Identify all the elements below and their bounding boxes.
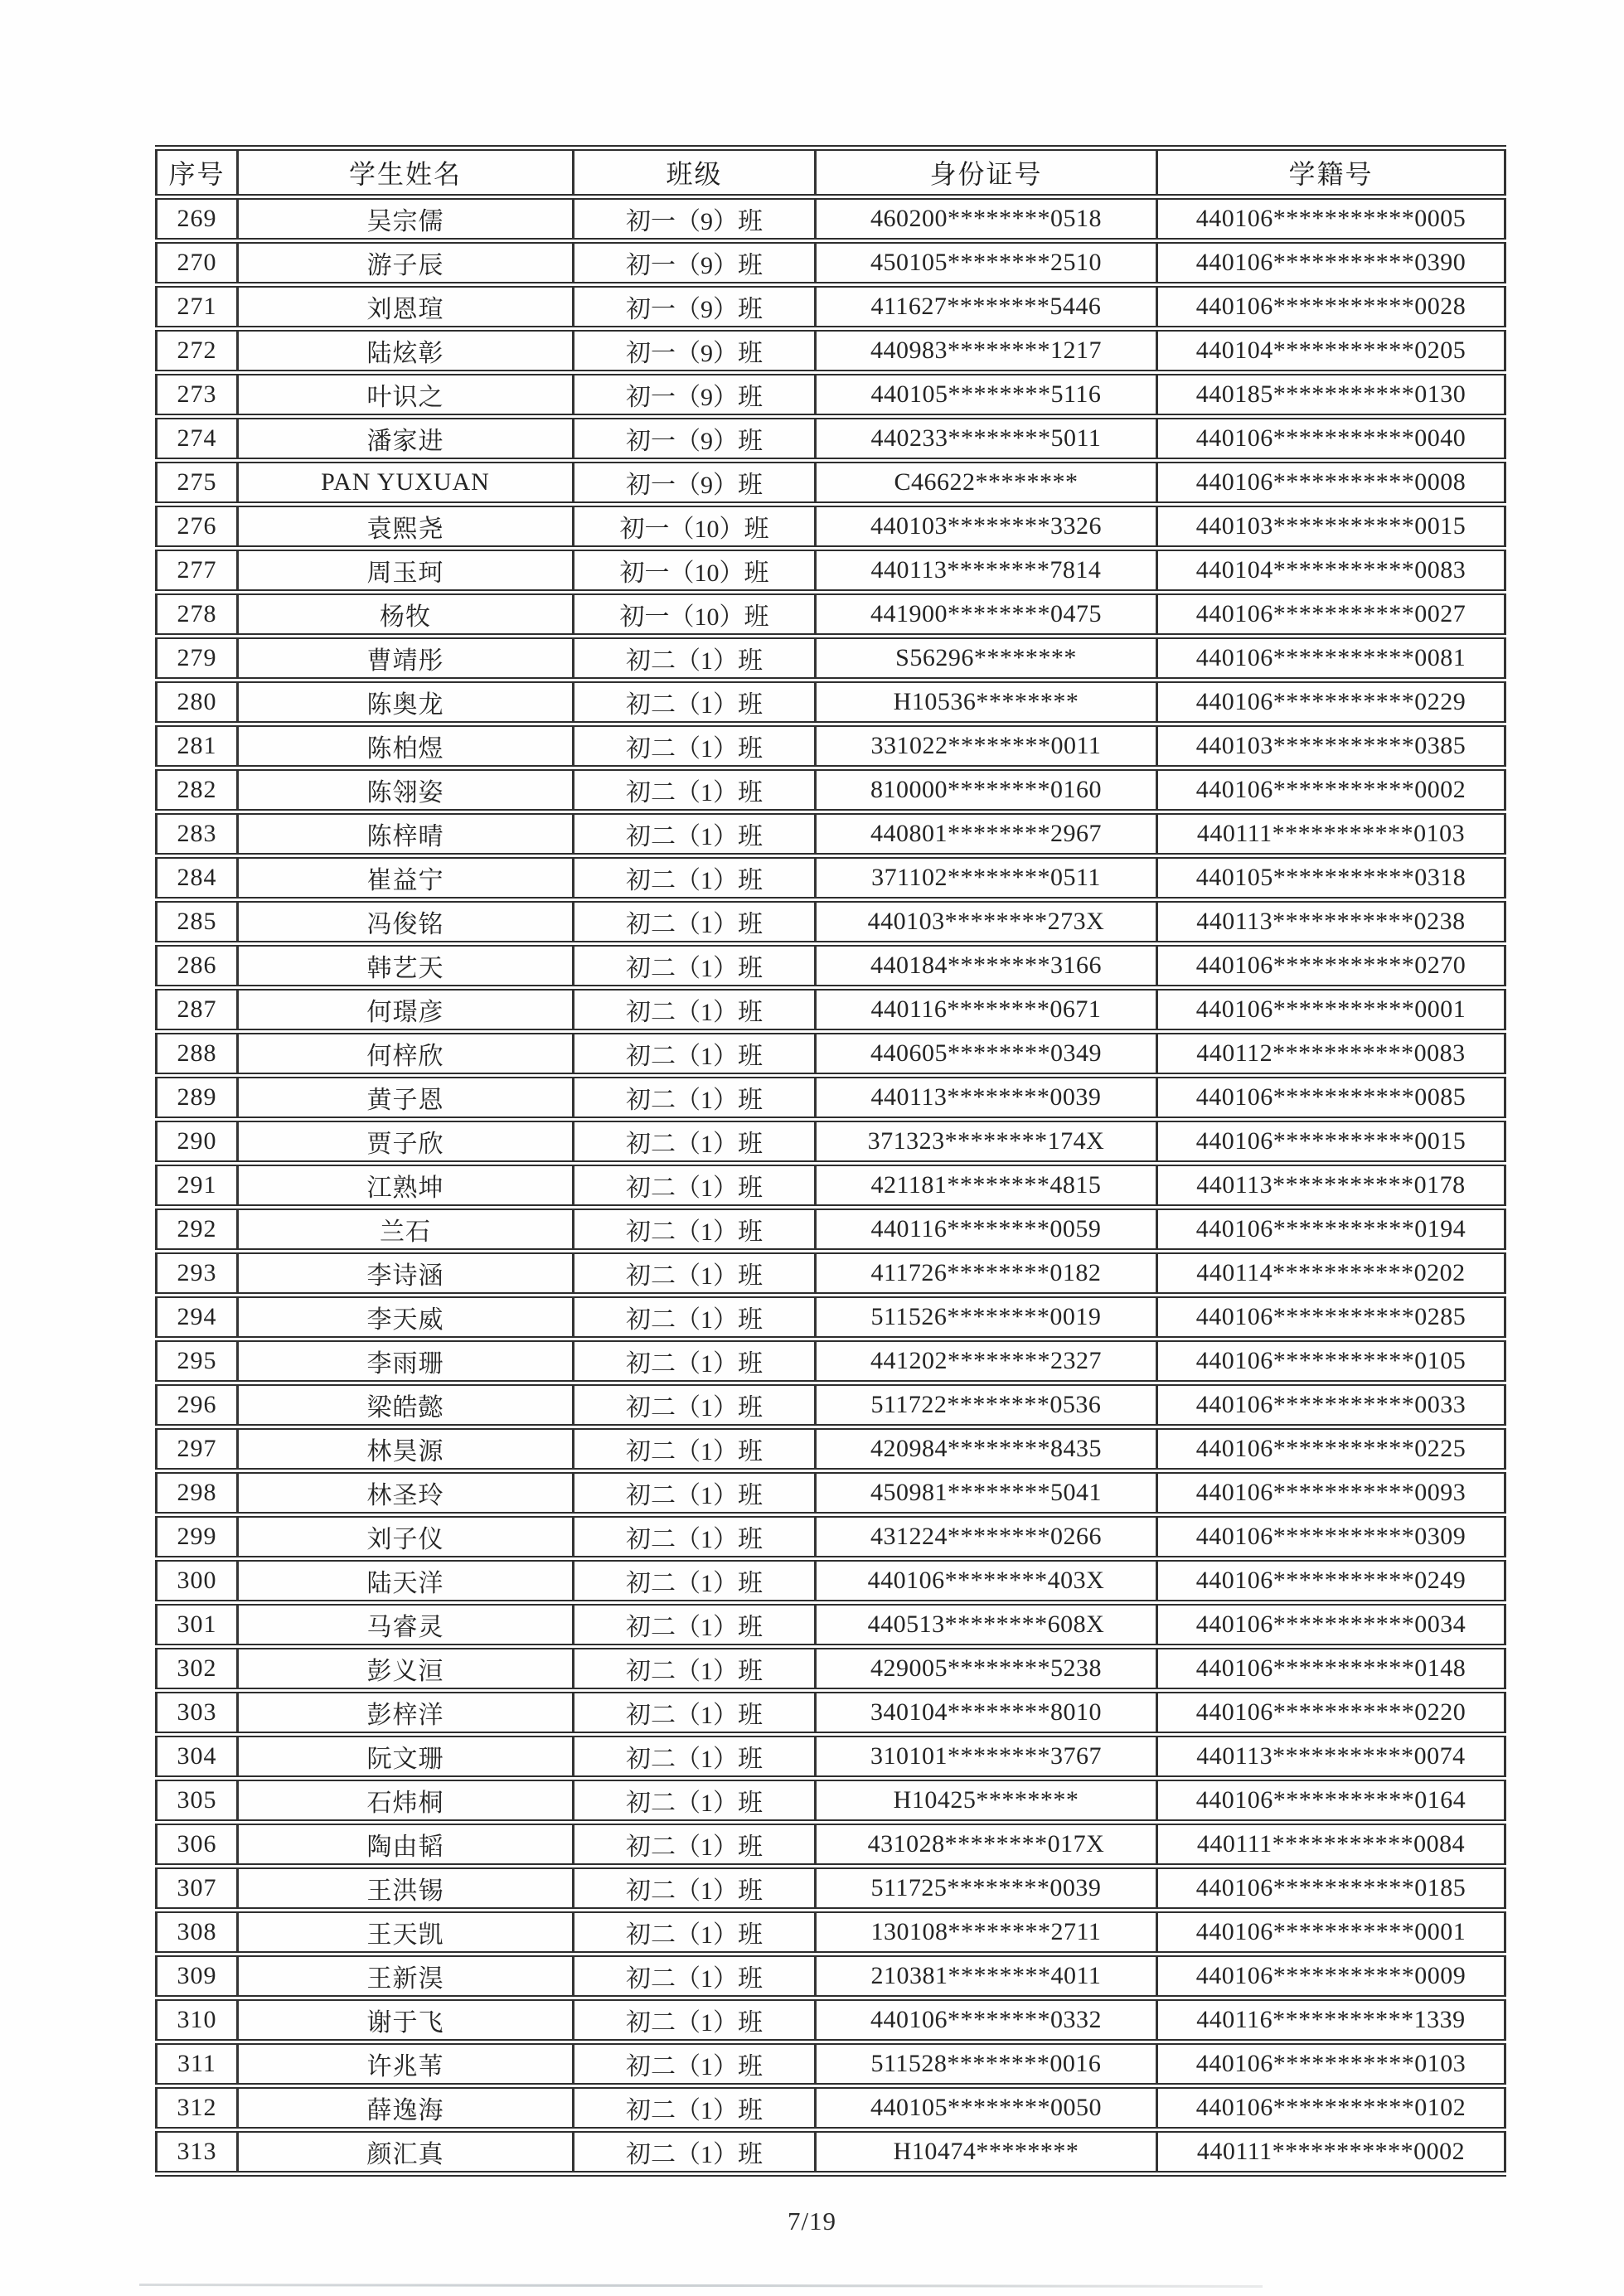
cell-student-name: 袁熙尧 <box>238 505 574 549</box>
cell-student-name: 石炜桐 <box>238 1779 574 1823</box>
cell-serial: 308 <box>157 1911 238 1955</box>
cell-student-name: 曹靖彤 <box>238 637 574 681</box>
cell-id-number: 440184********3166 <box>816 944 1157 988</box>
cell-class: 初二（1）班 <box>574 1867 816 1911</box>
cell-serial: 281 <box>157 724 238 768</box>
cell-student-name: 马睿灵 <box>238 1603 574 1647</box>
cell-id-number: 440801********2967 <box>816 812 1157 856</box>
cell-id-number: 429005********5238 <box>816 1647 1157 1691</box>
table-row <box>157 1515 1505 1559</box>
cell-id-number: H10536******** <box>816 681 1157 724</box>
cell-serial: 269 <box>157 197 238 241</box>
cell-serial: 293 <box>157 1252 238 1296</box>
cell-id-number: 440105********5116 <box>816 373 1157 417</box>
cell-registration-number: 440106***********0194 <box>1157 1208 1505 1252</box>
cell-student-name: 陈柏煜 <box>238 724 574 768</box>
cell-id-number: 440983********1217 <box>816 329 1157 373</box>
cell-serial: 295 <box>157 1339 238 1383</box>
cell-id-number: 440113********7814 <box>816 549 1157 593</box>
cell-class: 初一（9）班 <box>574 417 816 461</box>
cell-id-number: 440605********0349 <box>816 1032 1157 1076</box>
cell-registration-number: 440106***********0309 <box>1157 1515 1505 1559</box>
table-row <box>157 988 1505 1032</box>
cell-serial: 310 <box>157 1998 238 2042</box>
cell-serial: 291 <box>157 1164 238 1208</box>
cell-student-name: 陈翎姿 <box>238 768 574 812</box>
cell-student-name: 林昊源 <box>238 1427 574 1471</box>
cell-student-name: 游子辰 <box>238 241 574 285</box>
cell-class: 初二（1）班 <box>574 2086 816 2130</box>
cell-registration-number: 440104***********0205 <box>1157 329 1505 373</box>
cell-registration-number: 440106***********0285 <box>1157 1296 1505 1339</box>
cell-student-name: 兰石 <box>238 1208 574 1252</box>
table-row <box>157 373 1505 417</box>
cell-class: 初二（1）班 <box>574 1691 816 1735</box>
cell-class: 初二（1）班 <box>574 1559 816 1603</box>
cell-class: 初二（1）班 <box>574 681 816 724</box>
cell-registration-number: 440105***********0318 <box>1157 856 1505 900</box>
cell-registration-number: 440106***********0229 <box>1157 681 1505 724</box>
cell-id-number: 210381********4011 <box>816 1955 1157 1998</box>
cell-student-name: 薛逸海 <box>238 2086 574 2130</box>
cell-student-name: 梁皓懿 <box>238 1383 574 1427</box>
table-row <box>157 2086 1505 2130</box>
cell-registration-number: 440106***********0164 <box>1157 1779 1505 1823</box>
cell-serial: 298 <box>157 1471 238 1515</box>
cell-registration-number: 440106***********0093 <box>1157 1471 1505 1515</box>
cell-class: 初二（1）班 <box>574 1164 816 1208</box>
cell-serial: 283 <box>157 812 238 856</box>
cell-serial: 286 <box>157 944 238 988</box>
table-row <box>157 1427 1505 1471</box>
cell-registration-number: 440106***********0103 <box>1157 2042 1505 2086</box>
cell-registration-number: 440106***********0390 <box>1157 241 1505 285</box>
cell-registration-number: 440106***********0102 <box>1157 2086 1505 2130</box>
table-row <box>157 241 1505 285</box>
cell-registration-number: 440112***********0083 <box>1157 1032 1505 1076</box>
cell-serial: 307 <box>157 1867 238 1911</box>
cell-serial: 270 <box>157 241 238 285</box>
table-row <box>157 1559 1505 1603</box>
cell-registration-number: 440114***********0202 <box>1157 1252 1505 1296</box>
cell-class: 初二（1）班 <box>574 724 816 768</box>
table-row <box>157 417 1505 461</box>
cell-serial: 304 <box>157 1735 238 1779</box>
cell-class: 初二（1）班 <box>574 2042 816 2086</box>
table-row <box>157 329 1505 373</box>
cell-class: 初二（1）班 <box>574 2130 816 2174</box>
cell-class: 初一（9）班 <box>574 285 816 329</box>
cell-class: 初二（1）班 <box>574 1955 816 1998</box>
table-row <box>157 1120 1505 1164</box>
cell-serial: 278 <box>157 593 238 637</box>
cell-student-name: 李雨珊 <box>238 1339 574 1383</box>
cell-class: 初二（1）班 <box>574 637 816 681</box>
table-row <box>157 2130 1505 2174</box>
cell-student-name: 李诗涵 <box>238 1252 574 1296</box>
cell-student-name: 韩艺天 <box>238 944 574 988</box>
student-table-body <box>157 197 1505 2174</box>
cell-id-number: 431028********017X <box>816 1823 1157 1867</box>
cell-id-number: 511526********0019 <box>816 1296 1157 1339</box>
cell-class: 初一（9）班 <box>574 329 816 373</box>
cell-registration-number: 440106***********0185 <box>1157 1867 1505 1911</box>
cell-class: 初一（9）班 <box>574 461 816 505</box>
cell-serial: 273 <box>157 373 238 417</box>
table-row <box>157 768 1505 812</box>
cell-class: 初二（1）班 <box>574 1383 816 1427</box>
cell-student-name: 贾子欣 <box>238 1120 574 1164</box>
header-class: 班级 <box>574 148 816 197</box>
cell-id-number: 411726********0182 <box>816 1252 1157 1296</box>
cell-id-number: 450105********2510 <box>816 241 1157 285</box>
cell-student-name: 叶识之 <box>238 373 574 417</box>
cell-student-name: 崔益宁 <box>238 856 574 900</box>
cell-student-name: 江熟坤 <box>238 1164 574 1208</box>
cell-registration-number: 440106***********0028 <box>1157 285 1505 329</box>
cell-student-name: 何璟彦 <box>238 988 574 1032</box>
table-row <box>157 681 1505 724</box>
cell-id-number: 440233********5011 <box>816 417 1157 461</box>
table-row <box>157 1735 1505 1779</box>
cell-student-name: 谢于飞 <box>238 1998 574 2042</box>
cell-id-number: 440106********403X <box>816 1559 1157 1603</box>
cell-serial: 294 <box>157 1296 238 1339</box>
cell-serial: 279 <box>157 637 238 681</box>
cell-serial: 275 <box>157 461 238 505</box>
cell-class: 初二（1）班 <box>574 768 816 812</box>
cell-registration-number: 440113***********0238 <box>1157 900 1505 944</box>
cell-registration-number: 440106***********0085 <box>1157 1076 1505 1120</box>
cell-class: 初二（1）班 <box>574 1998 816 2042</box>
cell-id-number: H10425******** <box>816 1779 1157 1823</box>
cell-id-number: 440105********0050 <box>816 2086 1157 2130</box>
cell-student-name: 彭义洹 <box>238 1647 574 1691</box>
cell-student-name: 王天凯 <box>238 1911 574 1955</box>
cell-registration-number: 440104***********0083 <box>1157 549 1505 593</box>
cell-serial: 282 <box>157 768 238 812</box>
table-row <box>157 593 1505 637</box>
cell-class: 初二（1）班 <box>574 1779 816 1823</box>
cell-student-name: 刘恩瑄 <box>238 285 574 329</box>
cell-class: 初一（9）班 <box>574 197 816 241</box>
cell-class: 初二（1）班 <box>574 1208 816 1252</box>
table-row <box>157 1998 1505 2042</box>
cell-serial: 288 <box>157 1032 238 1076</box>
cell-class: 初一（9）班 <box>574 373 816 417</box>
cell-class: 初一（9）班 <box>574 241 816 285</box>
cell-student-name: 陈梓晴 <box>238 812 574 856</box>
cell-id-number: 371102********0511 <box>816 856 1157 900</box>
header-registration-number: 学籍号 <box>1157 148 1505 197</box>
cell-student-name: 李天威 <box>238 1296 574 1339</box>
table-row <box>157 1867 1505 1911</box>
cell-registration-number: 440113***********0178 <box>1157 1164 1505 1208</box>
cell-id-number: 511725********0039 <box>816 1867 1157 1911</box>
cell-id-number: 450981********5041 <box>816 1471 1157 1515</box>
cell-id-number: 331022********0011 <box>816 724 1157 768</box>
cell-student-name: 潘家进 <box>238 417 574 461</box>
header-id-number: 身份证号 <box>816 148 1157 197</box>
cell-student-name: 何梓欣 <box>238 1032 574 1076</box>
cell-student-name: 许兆苇 <box>238 2042 574 2086</box>
cell-class: 初二（1）班 <box>574 900 816 944</box>
table-row <box>157 505 1505 549</box>
cell-class: 初二（1）班 <box>574 944 816 988</box>
cell-serial: 276 <box>157 505 238 549</box>
cell-serial: 299 <box>157 1515 238 1559</box>
cell-class: 初二（1）班 <box>574 1471 816 1515</box>
cell-registration-number: 440106***********0033 <box>1157 1383 1505 1427</box>
cell-id-number: S56296******** <box>816 637 1157 681</box>
cell-class: 初二（1）班 <box>574 1120 816 1164</box>
cell-registration-number: 440106***********0001 <box>1157 988 1505 1032</box>
cell-serial: 301 <box>157 1603 238 1647</box>
cell-serial: 277 <box>157 549 238 593</box>
cell-id-number: 310101********3767 <box>816 1735 1157 1779</box>
cell-class: 初二（1）班 <box>574 856 816 900</box>
cell-class: 初二（1）班 <box>574 1647 816 1691</box>
cell-registration-number: 440106***********0002 <box>1157 768 1505 812</box>
cell-class: 初二（1）班 <box>574 1339 816 1383</box>
cell-serial: 285 <box>157 900 238 944</box>
cell-class: 初一（10）班 <box>574 593 816 637</box>
scan-artifact-line <box>139 2284 1263 2288</box>
cell-class: 初二（1）班 <box>574 1735 816 1779</box>
cell-serial: 302 <box>157 1647 238 1691</box>
table-row <box>157 1339 1505 1383</box>
cell-serial: 284 <box>157 856 238 900</box>
cell-student-name: 陆炫彰 <box>238 329 574 373</box>
cell-id-number: 511722********0536 <box>816 1383 1157 1427</box>
cell-id-number: 420984********8435 <box>816 1427 1157 1471</box>
cell-id-number: 441202********2327 <box>816 1339 1157 1383</box>
cell-id-number: H10474******** <box>816 2130 1157 2174</box>
cell-class: 初二（1）班 <box>574 988 816 1032</box>
cell-registration-number: 440106***********0225 <box>1157 1427 1505 1471</box>
cell-registration-number: 440111***********0002 <box>1157 2130 1505 2174</box>
table-row <box>157 2042 1505 2086</box>
cell-student-name: 陶由韬 <box>238 1823 574 1867</box>
cell-serial: 311 <box>157 2042 238 2086</box>
table-row <box>157 812 1505 856</box>
cell-id-number: 130108********2711 <box>816 1911 1157 1955</box>
cell-registration-number: 440106***********0027 <box>1157 593 1505 637</box>
cell-registration-number: 440106***********0040 <box>1157 417 1505 461</box>
table-row <box>157 1603 1505 1647</box>
cell-serial: 272 <box>157 329 238 373</box>
table-row <box>157 1955 1505 1998</box>
cell-registration-number: 440106***********0015 <box>1157 1120 1505 1164</box>
cell-registration-number: 440106***********0270 <box>1157 944 1505 988</box>
cell-serial: 306 <box>157 1823 238 1867</box>
page-number: 7/19 <box>787 2206 837 2235</box>
cell-student-name: PAN YUXUAN <box>238 461 574 505</box>
cell-class: 初二（1）班 <box>574 1296 816 1339</box>
cell-serial: 303 <box>157 1691 238 1735</box>
cell-serial: 289 <box>157 1076 238 1120</box>
cell-class: 初二（1）班 <box>574 1427 816 1471</box>
cell-student-name: 王洪锡 <box>238 1867 574 1911</box>
cell-registration-number: 440106***********0001 <box>1157 1911 1505 1955</box>
cell-class: 初二（1）班 <box>574 1252 816 1296</box>
cell-class: 初二（1）班 <box>574 1603 816 1647</box>
table-row <box>157 1076 1505 1120</box>
cell-student-name: 刘子仪 <box>238 1515 574 1559</box>
cell-serial: 309 <box>157 1955 238 1998</box>
cell-class: 初二（1）班 <box>574 1911 816 1955</box>
cell-serial: 312 <box>157 2086 238 2130</box>
cell-serial: 300 <box>157 1559 238 1603</box>
cell-student-name: 陈奥龙 <box>238 681 574 724</box>
cell-registration-number: 440111***********0084 <box>1157 1823 1505 1867</box>
cell-id-number: 440513********608X <box>816 1603 1157 1647</box>
cell-serial: 313 <box>157 2130 238 2174</box>
cell-student-name: 吴宗儒 <box>238 197 574 241</box>
cell-student-name: 彭梓洋 <box>238 1691 574 1735</box>
cell-student-name: 林圣玲 <box>238 1471 574 1515</box>
table-row <box>157 1823 1505 1867</box>
cell-id-number: 460200********0518 <box>816 197 1157 241</box>
cell-student-name: 冯俊铭 <box>238 900 574 944</box>
cell-student-name: 王新淏 <box>238 1955 574 1998</box>
table-row <box>157 285 1505 329</box>
table-row <box>157 1647 1505 1691</box>
cell-serial: 274 <box>157 417 238 461</box>
cell-registration-number: 440106***********0034 <box>1157 1603 1505 1647</box>
cell-serial: 287 <box>157 988 238 1032</box>
cell-registration-number: 440106***********0081 <box>1157 637 1505 681</box>
cell-id-number: 440116********0059 <box>816 1208 1157 1252</box>
cell-class: 初二（1）班 <box>574 1032 816 1076</box>
cell-id-number: 440106********0332 <box>816 1998 1157 2042</box>
cell-id-number: 511528********0016 <box>816 2042 1157 2086</box>
table-row <box>157 1032 1505 1076</box>
cell-serial: 290 <box>157 1120 238 1164</box>
cell-registration-number: 440106***********0148 <box>1157 1647 1505 1691</box>
cell-student-name: 陆天洋 <box>238 1559 574 1603</box>
cell-id-number: 440103********3326 <box>816 505 1157 549</box>
cell-class: 初二（1）班 <box>574 812 816 856</box>
table-row <box>157 461 1505 505</box>
cell-registration-number: 440103***********0015 <box>1157 505 1505 549</box>
cell-class: 初一（10）班 <box>574 549 816 593</box>
table-row <box>157 856 1505 900</box>
cell-id-number: 440113********0039 <box>816 1076 1157 1120</box>
cell-registration-number: 440185***********0130 <box>1157 373 1505 417</box>
student-roster-table <box>155 145 1506 2177</box>
table-row <box>157 1691 1505 1735</box>
table-row <box>157 637 1505 681</box>
table-row <box>157 1208 1505 1252</box>
cell-registration-number: 440113***********0074 <box>1157 1735 1505 1779</box>
table-row <box>157 1779 1505 1823</box>
table-row <box>157 1164 1505 1208</box>
cell-class: 初二（1）班 <box>574 1076 816 1120</box>
cell-registration-number: 440106***********0105 <box>1157 1339 1505 1383</box>
cell-registration-number: 440106***********0009 <box>1157 1955 1505 1998</box>
cell-serial: 280 <box>157 681 238 724</box>
table-row <box>157 1296 1505 1339</box>
cell-class: 初一（10）班 <box>574 505 816 549</box>
cell-student-name: 颜汇真 <box>238 2130 574 2174</box>
table-row <box>157 900 1505 944</box>
cell-id-number: 440116********0671 <box>816 988 1157 1032</box>
cell-id-number: 431224********0266 <box>816 1515 1157 1559</box>
cell-registration-number: 440106***********0008 <box>1157 461 1505 505</box>
cell-class: 初二（1）班 <box>574 1823 816 1867</box>
cell-registration-number: 440103***********0385 <box>1157 724 1505 768</box>
cell-id-number: C46622******** <box>816 461 1157 505</box>
cell-registration-number: 440106***********0220 <box>1157 1691 1505 1735</box>
cell-serial: 297 <box>157 1427 238 1471</box>
cell-id-number: 371323********174X <box>816 1120 1157 1164</box>
cell-id-number: 440103********273X <box>816 900 1157 944</box>
cell-registration-number: 440116***********1339 <box>1157 1998 1505 2042</box>
cell-class: 初二（1）班 <box>574 1515 816 1559</box>
cell-id-number: 340104********8010 <box>816 1691 1157 1735</box>
cell-id-number: 411627********5446 <box>816 285 1157 329</box>
cell-id-number: 421181********4815 <box>816 1164 1157 1208</box>
cell-registration-number: 440111***********0103 <box>1157 812 1505 856</box>
table-row <box>157 1252 1505 1296</box>
cell-serial: 271 <box>157 285 238 329</box>
cell-serial: 296 <box>157 1383 238 1427</box>
table-row <box>157 549 1505 593</box>
cell-student-name: 杨牧 <box>238 593 574 637</box>
table-row <box>157 724 1505 768</box>
table-row <box>157 1383 1505 1427</box>
cell-registration-number: 440106***********0005 <box>1157 197 1505 241</box>
header-serial: 序号 <box>157 148 238 197</box>
table-header-row <box>157 148 1505 197</box>
cell-id-number: 441900********0475 <box>816 593 1157 637</box>
table-row <box>157 1911 1505 1955</box>
cell-student-name: 周玉珂 <box>238 549 574 593</box>
table-row <box>157 1471 1505 1515</box>
cell-registration-number: 440106***********0249 <box>1157 1559 1505 1603</box>
table-row <box>157 944 1505 988</box>
cell-student-name: 阮文珊 <box>238 1735 574 1779</box>
cell-serial: 305 <box>157 1779 238 1823</box>
header-student-name: 学生姓名 <box>238 148 574 197</box>
cell-id-number: 810000********0160 <box>816 768 1157 812</box>
table-row <box>157 197 1505 241</box>
cell-serial: 292 <box>157 1208 238 1252</box>
cell-student-name: 黄子恩 <box>238 1076 574 1120</box>
